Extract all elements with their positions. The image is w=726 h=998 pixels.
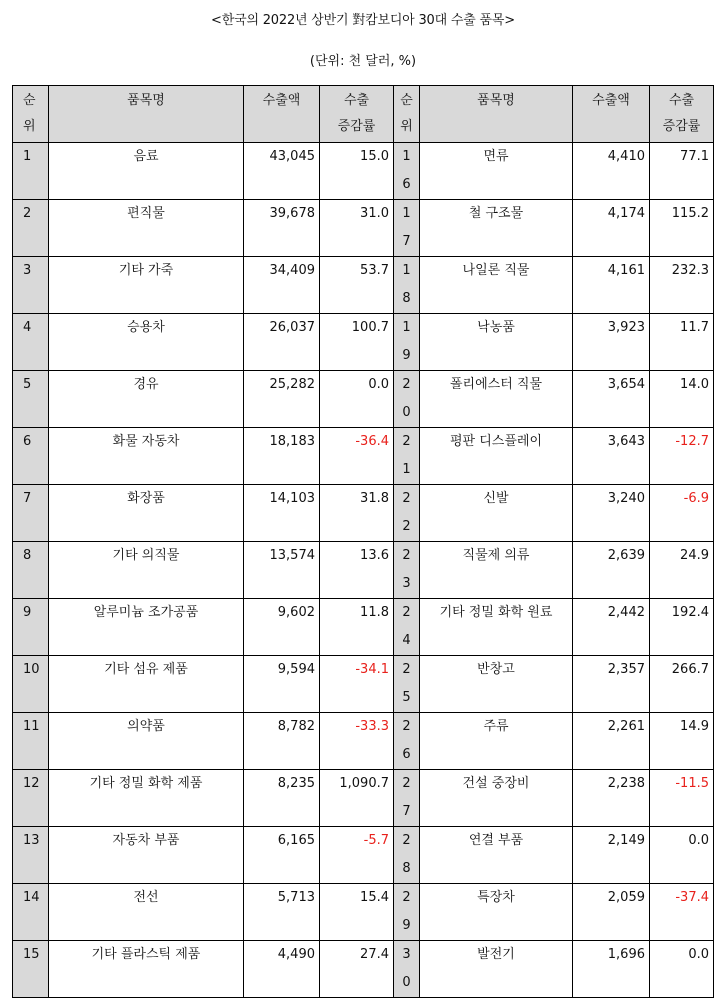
rank-digit: 1 [402,149,411,164]
item-cell: 경유 [49,371,244,428]
rank-digit: 2 [402,377,411,392]
table-title: <한국의 2022년 상반기 對캄보디아 30대 수출 품목> [211,13,515,28]
rank-digit: 0 [402,975,411,990]
table-row [13,314,714,371]
amount-cell-right: 4,410 [573,143,650,200]
rank-cell: 4 [13,314,49,371]
item-cell: 기타 섬유 제품 [49,656,244,713]
item-cell: 기타 플라스틱 제품 [49,941,244,998]
item-cell-right: 낙농품 [420,314,573,371]
growth-cell: -34.1 [320,656,394,713]
amount-cell-right: 4,161 [573,257,650,314]
table-row [13,371,714,428]
table-row [13,884,714,941]
item-cell: 기타 의직물 [49,542,244,599]
growth-cell: 31.8 [320,485,394,542]
amount-cell-right: 2,149 [573,827,650,884]
growth-cell-right: 232.3 [650,257,714,314]
rank-digit: 7 [402,234,411,249]
rank-cell-right [394,542,420,599]
header-row [13,86,714,143]
item-cell: 자동차 부품 [49,827,244,884]
amount-cell: 14,103 [244,485,320,542]
item-cell: 알루미늄 조가공품 [49,599,244,656]
amount-cell: 26,037 [244,314,320,371]
growth-cell: 100.7 [320,314,394,371]
header-rank: 순 위 [13,86,49,143]
growth-cell: -5.7 [320,827,394,884]
rank-cell-right [394,827,420,884]
item-cell-right: 건설 중장비 [420,770,573,827]
growth-cell-right: 77.1 [650,143,714,200]
rank-cell: 3 [13,257,49,314]
rank-digit: 2 [402,491,411,506]
item-cell: 의약품 [49,713,244,770]
growth-cell: 13.6 [320,542,394,599]
growth-cell: 1,090.7 [320,770,394,827]
item-cell: 화물 자동차 [49,428,244,485]
growth-cell: 53.7 [320,257,394,314]
rank-digit: 1 [402,320,411,335]
item-cell: 편직물 [49,200,244,257]
table-row [13,485,714,542]
item-cell-right: 주류 [420,713,573,770]
rank-cell: 5 [13,371,49,428]
amount-cell-right: 3,654 [573,371,650,428]
growth-cell: 11.8 [320,599,394,656]
rank-cell-right [394,314,420,371]
table-row [13,656,714,713]
item-cell-right: 폴리에스터 직물 [420,371,573,428]
table-row [13,200,714,257]
rank-digit: 2 [402,662,411,677]
amount-cell: 43,045 [244,143,320,200]
rank-cell: 13 [13,827,49,884]
rank-cell: 9 [13,599,49,656]
rank-cell-right [394,371,420,428]
rank-digit: 8 [402,291,411,306]
amount-cell: 9,594 [244,656,320,713]
amount-cell: 39,678 [244,200,320,257]
item-cell-right: 발전기 [420,941,573,998]
rank-cell: 1 [13,143,49,200]
amount-cell-right: 3,240 [573,485,650,542]
rank-digit: 7 [402,804,411,819]
table-row [13,599,714,656]
rank-cell-right [394,941,420,998]
rank-digit: 2 [402,833,411,848]
amount-cell: 8,235 [244,770,320,827]
table-row [13,827,714,884]
rank-cell: 2 [13,200,49,257]
amount-cell: 9,602 [244,599,320,656]
rank-cell-right [394,770,420,827]
table-row [13,713,714,770]
rank-cell: 8 [13,542,49,599]
table-row [13,257,714,314]
amount-cell-right: 2,639 [573,542,650,599]
amount-cell: 4,490 [244,941,320,998]
rank-cell: 14 [13,884,49,941]
growth-cell-right: -12.7 [650,428,714,485]
rank-cell-right [394,485,420,542]
item-cell-right: 철 구조물 [420,200,573,257]
item-cell: 전선 [49,884,244,941]
item-cell-right: 반창고 [420,656,573,713]
rank-cell: 15 [13,941,49,998]
growth-cell-right: -6.9 [650,485,714,542]
rank-digit: 4 [402,633,411,648]
item-cell-right: 연결 부품 [420,827,573,884]
amount-cell-right: 2,357 [573,656,650,713]
rank-digit: 1 [402,206,411,221]
export-table [12,85,714,998]
growth-cell-right: 115.2 [650,200,714,257]
rank-cell: 10 [13,656,49,713]
rank-cell: 7 [13,485,49,542]
item-cell: 승용차 [49,314,244,371]
growth-cell-right: -11.5 [650,770,714,827]
growth-cell: 15.4 [320,884,394,941]
header-growth-right: 수출 증감률 [650,86,714,143]
item-cell: 화장품 [49,485,244,542]
table-row [13,428,714,485]
unit-note: (단위: 천 달러, %) [309,54,417,69]
item-cell-right: 특장차 [420,884,573,941]
amount-cell-right: 2,442 [573,599,650,656]
item-cell-right: 평판 디스플레이 [420,428,573,485]
growth-cell-right: 11.7 [650,314,714,371]
amount-cell: 18,183 [244,428,320,485]
rank-digit: 2 [402,776,411,791]
header-growth: 수출 증감률 [320,86,394,143]
amount-cell-right: 2,261 [573,713,650,770]
amount-cell-right: 3,923 [573,314,650,371]
rank-digit: 5 [402,690,411,705]
rank-cell-right [394,884,420,941]
rank-digit: 2 [402,519,411,534]
growth-cell: 31.0 [320,200,394,257]
growth-cell: -36.4 [320,428,394,485]
amount-cell-right: 2,238 [573,770,650,827]
growth-cell: 0.0 [320,371,394,428]
rank-cell: 11 [13,713,49,770]
amount-cell: 8,782 [244,713,320,770]
rank-cell: 6 [13,428,49,485]
rank-digit: 2 [402,605,411,620]
amount-cell-right: 4,174 [573,200,650,257]
growth-cell: 27.4 [320,941,394,998]
rank-cell-right [394,200,420,257]
rank-digit: 2 [402,548,411,563]
growth-cell-right: 14.9 [650,713,714,770]
rank-digit: 1 [402,462,411,477]
rank-digit: 0 [402,405,411,420]
rank-cell: 12 [13,770,49,827]
header-amount: 수출액 [244,86,320,143]
table-row [13,143,714,200]
item-cell-right: 면류 [420,143,573,200]
growth-cell-right: 24.9 [650,542,714,599]
rank-cell-right [394,257,420,314]
rank-digit: 8 [402,861,411,876]
rank-cell-right [394,428,420,485]
item-cell: 기타 가죽 [49,257,244,314]
item-cell-right: 나일론 직물 [420,257,573,314]
growth-cell-right: 192.4 [650,599,714,656]
amount-cell-right: 1,696 [573,941,650,998]
rank-digit: 2 [402,434,411,449]
rank-digit: 9 [402,918,411,933]
amount-cell: 6,165 [244,827,320,884]
table-row [13,941,714,998]
growth-cell: -33.3 [320,713,394,770]
amount-cell: 34,409 [244,257,320,314]
header-item-right: 품목명 [420,86,573,143]
header-rank-right: 순 위 [394,86,420,143]
item-cell: 음료 [49,143,244,200]
amount-cell-right: 3,643 [573,428,650,485]
item-cell-right: 신발 [420,485,573,542]
rank-digit: 2 [402,890,411,905]
rank-digit: 6 [402,747,411,762]
rank-digit: 1 [402,263,411,278]
rank-cell-right [394,599,420,656]
rank-digit: 3 [402,947,411,962]
amount-cell: 25,282 [244,371,320,428]
rank-cell-right [394,656,420,713]
amount-cell: 13,574 [244,542,320,599]
growth-cell-right: 14.0 [650,371,714,428]
table-row [13,770,714,827]
rank-digit: 3 [402,576,411,591]
item-cell-right: 직물제 의류 [420,542,573,599]
amount-cell: 5,713 [244,884,320,941]
growth-cell: 15.0 [320,143,394,200]
growth-cell-right: -37.4 [650,884,714,941]
item-cell-right: 기타 정밀 화학 원료 [420,599,573,656]
rank-cell-right [394,143,420,200]
header-amount-right: 수출액 [573,86,650,143]
rank-digit: 9 [402,348,411,363]
amount-cell-right: 2,059 [573,884,650,941]
header-item: 품목명 [49,86,244,143]
item-cell: 기타 정밀 화학 제품 [49,770,244,827]
rank-digit: 6 [402,177,411,192]
rank-cell-right [394,713,420,770]
rank-digit: 2 [402,719,411,734]
growth-cell-right: 0.0 [650,941,714,998]
table-row [13,542,714,599]
growth-cell-right: 0.0 [650,827,714,884]
growth-cell-right: 266.7 [650,656,714,713]
